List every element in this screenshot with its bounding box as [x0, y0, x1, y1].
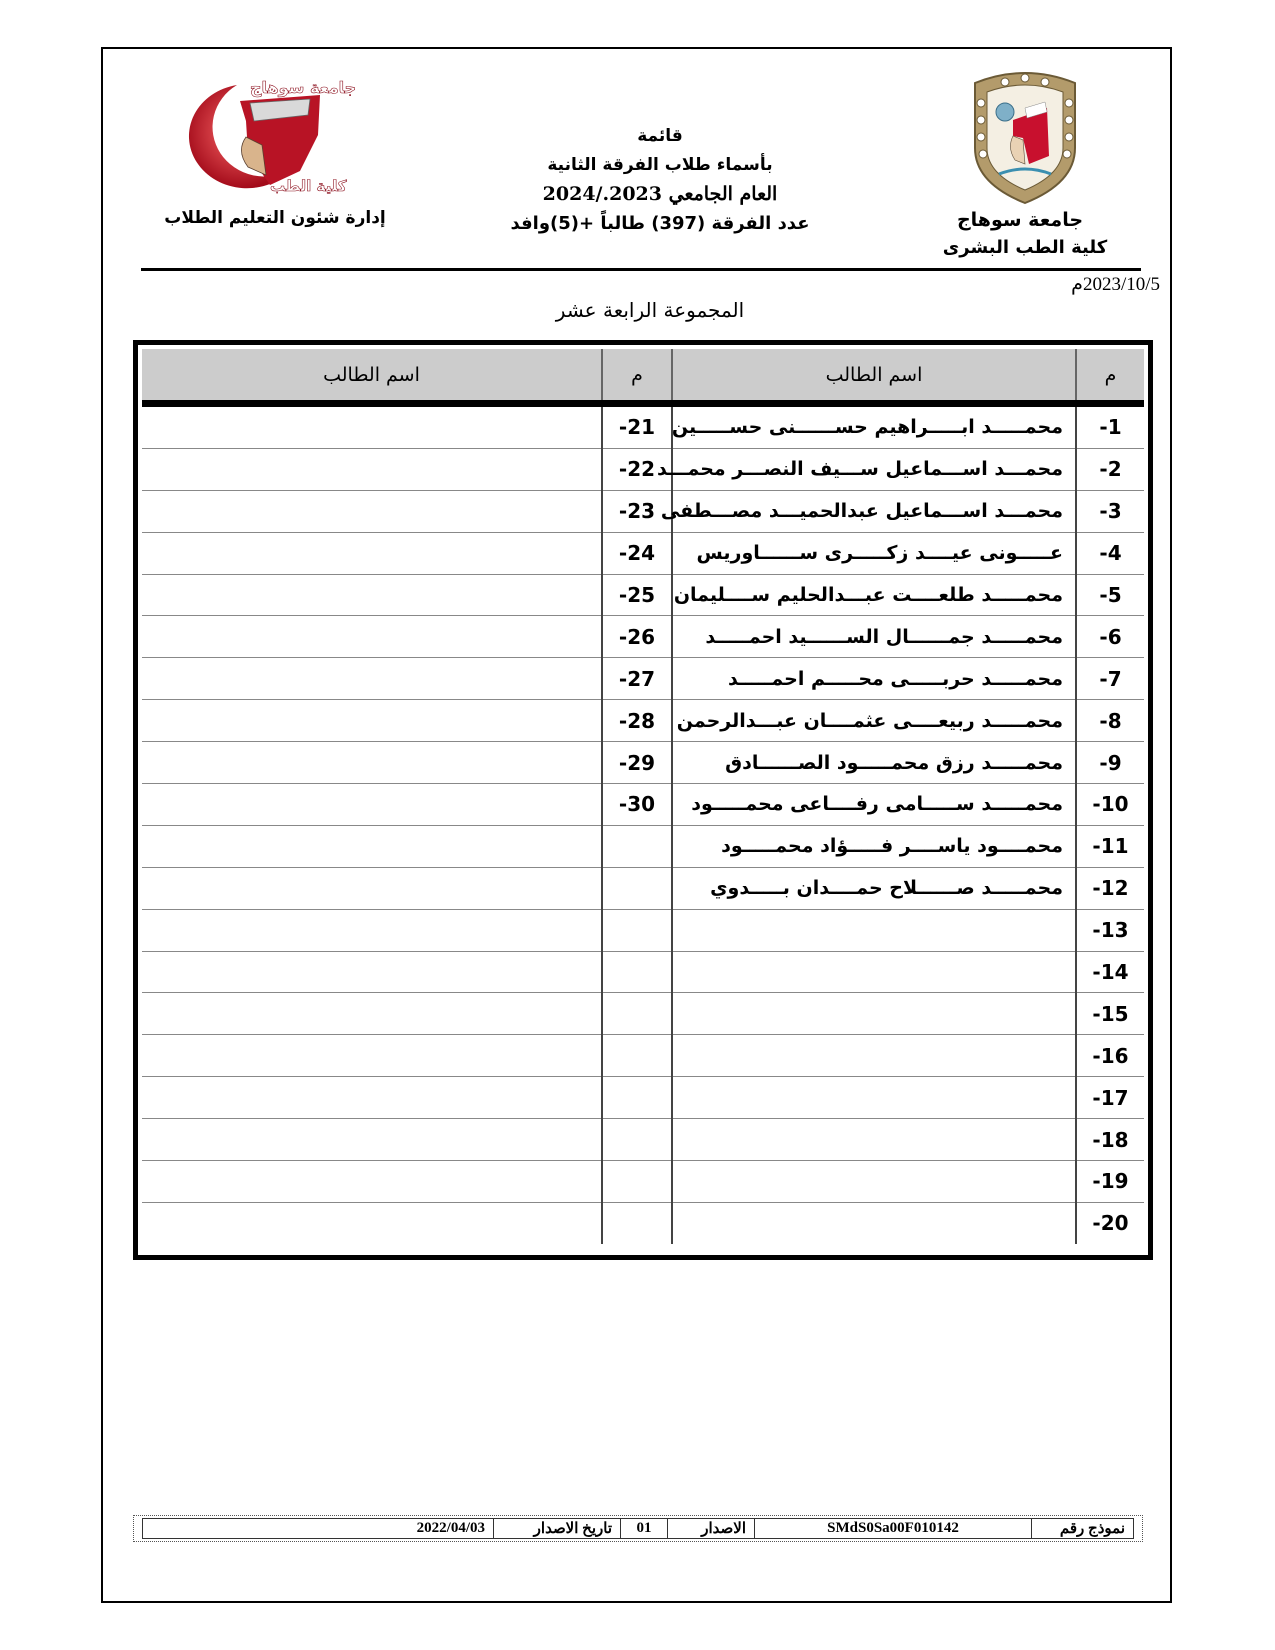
department-name: إدارة شئون التعليم الطلاب [164, 208, 386, 228]
student-name-right: محمـــــد جمــــــال الســــــيد احمـــــد [672, 616, 1076, 658]
student-name-right: محمـــــد صــــــلاح حمــــدان بـــــدوي [672, 867, 1076, 909]
student-name-left [142, 658, 602, 700]
row-number-left [602, 993, 672, 1035]
table-row [142, 574, 1144, 616]
row-number-right: -2 [1076, 448, 1144, 490]
university-name: جامعة سوهاج [956, 209, 1084, 231]
student-name-right [672, 1077, 1076, 1119]
student-roster-table [142, 349, 1144, 1244]
issue-date: 2022/04/03 [416, 1520, 485, 1536]
student-name-left [142, 404, 602, 449]
student-name-left [142, 1161, 602, 1203]
student-name-left [142, 490, 602, 532]
student-name-right: محمـــــد حربـــــى محـــــم احمـــــد [672, 658, 1076, 700]
header-number-right: م [1076, 349, 1144, 404]
student-name-right: عـــــونى عيــــد زكـــــرى ســــــاوريس [672, 532, 1076, 574]
table-row [142, 993, 1144, 1035]
form-footer [133, 1515, 1143, 1542]
student-name-right: محمـــــد طلعــــت عبـــدالحليم ســــليمان [672, 574, 1076, 616]
row-number-right: -4 [1076, 532, 1144, 574]
row-number-right: -6 [1076, 616, 1144, 658]
table-row [142, 658, 1144, 700]
student-name-right: محمـــد اســـماعيل ســـيف النصـــر محمـــد [672, 448, 1076, 490]
row-number-right: -18 [1076, 1119, 1144, 1161]
header-divider [141, 268, 1141, 271]
university-crest-icon [965, 68, 1085, 205]
row-number-left [602, 909, 672, 951]
table-row [142, 490, 1144, 532]
title-line-count: عدد الفرقة (397) طالباً +(5)وافد [510, 213, 810, 234]
table-row [142, 616, 1144, 658]
student-name-left [142, 784, 602, 826]
faculty-emblem-icon [150, 75, 357, 195]
student-name-right [672, 1035, 1076, 1077]
form-number: SMdS0Sa00F010142 [755, 1519, 1032, 1539]
table-row [142, 784, 1144, 826]
row-number-right: -17 [1076, 1077, 1144, 1119]
issue-date-label: تاريخ الاصدار [494, 1519, 621, 1539]
row-number-left: -26 [602, 616, 672, 658]
student-name-right: محمـــد اســـماعيل عبدالحميـــد مصـــطفى [672, 490, 1076, 532]
row-number-left: -30 [602, 784, 672, 826]
student-name-right [672, 909, 1076, 951]
student-name-left [142, 951, 602, 993]
row-number-right: -16 [1076, 1035, 1144, 1077]
table-row [142, 742, 1144, 784]
row-number-right: -11 [1076, 825, 1144, 867]
header-name-left: اسم الطالب [142, 349, 602, 404]
row-number-left: -22 [602, 448, 672, 490]
issue-label: الاصدار [668, 1519, 755, 1539]
student-name-left [142, 1202, 602, 1243]
row-number-left: -21 [602, 404, 672, 449]
row-number-left: -28 [602, 700, 672, 742]
title-line-list: قائمة [637, 126, 683, 146]
student-name-left [142, 1035, 602, 1077]
table-row [142, 825, 1144, 867]
student-name-right: محمـــــد ربيعــــى عثمــــان عبـــدالرحمن [672, 700, 1076, 742]
title-line-students: بأسماء طلاب الفرقة الثانية [547, 155, 773, 175]
form-footer-table [142, 1518, 1134, 1539]
student-name-left [142, 909, 602, 951]
student-name-right: محمـــــد رزق محمـــــود الصــــــادق [672, 742, 1076, 784]
row-number-left [602, 867, 672, 909]
student-name-left [142, 1119, 602, 1161]
document-title [470, 122, 850, 238]
student-name-left [142, 700, 602, 742]
row-number-left [602, 1077, 672, 1119]
student-name-left [142, 1077, 602, 1119]
student-name-right [672, 1161, 1076, 1203]
header-number-left: م [602, 349, 672, 404]
row-number-left [602, 1202, 672, 1243]
row-number-right: -5 [1076, 574, 1144, 616]
faculty-name: كلية الطب البشرى [942, 237, 1108, 258]
student-name-left [142, 742, 602, 784]
student-name-left [142, 993, 602, 1035]
student-roster-table-frame [133, 340, 1153, 1260]
table-row [142, 1077, 1144, 1119]
row-number-left: -29 [602, 742, 672, 784]
student-name-right [672, 993, 1076, 1035]
issue-number: 01 [621, 1519, 668, 1539]
row-number-left: -24 [602, 532, 672, 574]
student-name-right: محمـــــد ســـــامى رفــــاعى محمـــــود [672, 784, 1076, 826]
student-name-right [672, 1202, 1076, 1243]
table-row [142, 909, 1144, 951]
table-row [142, 700, 1144, 742]
student-name-right: محمــــود ياســــر فـــــؤاد محمـــــود [672, 825, 1076, 867]
row-number-right: -14 [1076, 951, 1144, 993]
row-number-right: -7 [1076, 658, 1144, 700]
row-number-right: -15 [1076, 993, 1144, 1035]
row-number-left [602, 825, 672, 867]
student-name-right [672, 951, 1076, 993]
table-row [142, 1119, 1144, 1161]
row-number-left: -25 [602, 574, 672, 616]
row-number-left [602, 951, 672, 993]
row-number-right: -10 [1076, 784, 1144, 826]
student-name-right [672, 1119, 1076, 1161]
row-number-left [602, 1035, 672, 1077]
student-name-left [142, 825, 602, 867]
sohag-university-logo [965, 68, 1085, 205]
header-name-right: اسم الطالب [672, 349, 1076, 404]
table-row [142, 951, 1144, 993]
form-number-label: نموذج رقم [1032, 1519, 1134, 1539]
row-number-left: -23 [602, 490, 672, 532]
svg-text:كلية الطب: كلية الطب [270, 177, 347, 195]
table-header-row [142, 349, 1144, 404]
row-number-right: -13 [1076, 909, 1144, 951]
row-number-right: -3 [1076, 490, 1144, 532]
faculty-medicine-logo [150, 75, 357, 195]
table-row [142, 448, 1144, 490]
student-name-left [142, 532, 602, 574]
student-name-right: محمـــــد ابـــــراهيم حســــــنى حســـــين [672, 404, 1076, 449]
table-row [142, 1161, 1144, 1203]
row-number-right: -19 [1076, 1161, 1144, 1203]
group-title: المجموعة الرابعة عشر [555, 298, 745, 322]
row-number-right: -12 [1076, 867, 1144, 909]
table-row [142, 404, 1144, 449]
student-name-left [142, 616, 602, 658]
student-name-left [142, 574, 602, 616]
table-row [142, 1035, 1144, 1077]
table-row [142, 867, 1144, 909]
student-name-left [142, 867, 602, 909]
row-number-left [602, 1119, 672, 1161]
row-number-right: -20 [1076, 1202, 1144, 1243]
student-name-left [142, 448, 602, 490]
table-row [142, 532, 1144, 574]
document-date: 2023/10/5م [1071, 274, 1160, 295]
row-number-right: -8 [1076, 700, 1144, 742]
row-number-left [602, 1161, 672, 1203]
row-number-right: -9 [1076, 742, 1144, 784]
svg-text:جامعة سوهاج: جامعة سوهاج [250, 78, 357, 97]
table-row [142, 1202, 1144, 1243]
row-number-right: -1 [1076, 404, 1144, 449]
row-number-left: -27 [602, 658, 672, 700]
title-line-academic-year: العام الجامعي 2023./2024 [542, 183, 778, 205]
